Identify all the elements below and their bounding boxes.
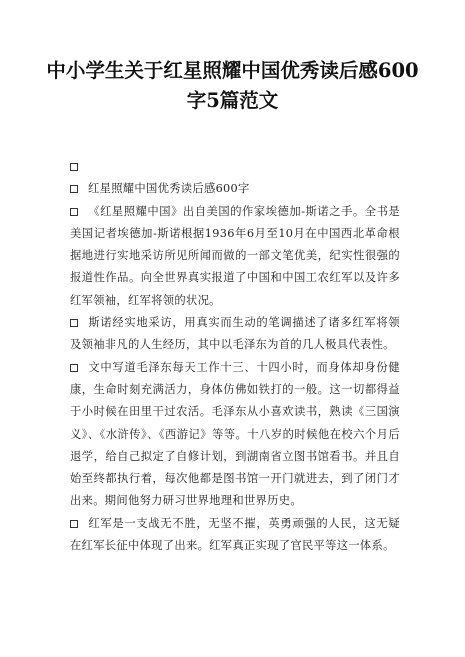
paragraph-heading: 红星照耀中国优秀读后感600字 [70, 178, 400, 200]
title-line-1: 中小学生关于红星照耀中国优秀读后感600 [46, 59, 419, 82]
checkbox-bullet-icon [70, 364, 78, 372]
paragraph: 《红星照耀中国》出自美国的作家埃德加-斯诺之手。全书是美国记者埃德加-斯诺根据1936年6月至10月在中国西北革命根据地进行实地采访所见所闻而做的一部文笔优美，纪实性很强的报道性作品。向全世界真实报道了中国和中国工农红军以及许多红军领袖，红军将领的状况。 [70, 204, 400, 307]
checkbox-bullet-icon [70, 319, 78, 327]
checkbox-bullet-icon [70, 520, 78, 528]
checkbox-bullet-icon [70, 185, 78, 193]
paragraph: 斯诺经实地采访，用真实而生动的笔调描述了诸多红军将领及领袖非凡的人生经历，其中以毛泽东为首的几人极具代表性。 [70, 316, 400, 352]
checkbox-bullet-icon [70, 163, 78, 171]
paragraph-empty [70, 156, 400, 178]
document-title [40, 56, 425, 116]
paragraph: 红军是一支战无不胜，无坚不摧，英勇顽强的人民，这无疑在红军长征中体现了出来。红军真正实现了官民平等这一体系。 [70, 516, 400, 553]
checkbox-bullet-icon [70, 208, 78, 216]
paragraph: 文中写道毛泽东每天工作十三、十四小时，而身体却身份健康，生命时刻充满活力，身体仿佛如铁打的一般。这一切都得益于小时候在田里干过农活。毛泽东从小喜欢读书，熟读《三国演义》、《水浒传》、《西游记》等等。十八岁的时候他在校六个月后退学，给自己拟定了自修计划，到湖南省立图书馆看书。并且自始至终都执行着，每次他都是图书馆一开门就进去，到了闭门才出来。期间他努力研习世界地理和世界历史。 [70, 360, 400, 508]
document-body [70, 156, 400, 557]
title-line-2: 字5篇范文 [186, 89, 279, 112]
